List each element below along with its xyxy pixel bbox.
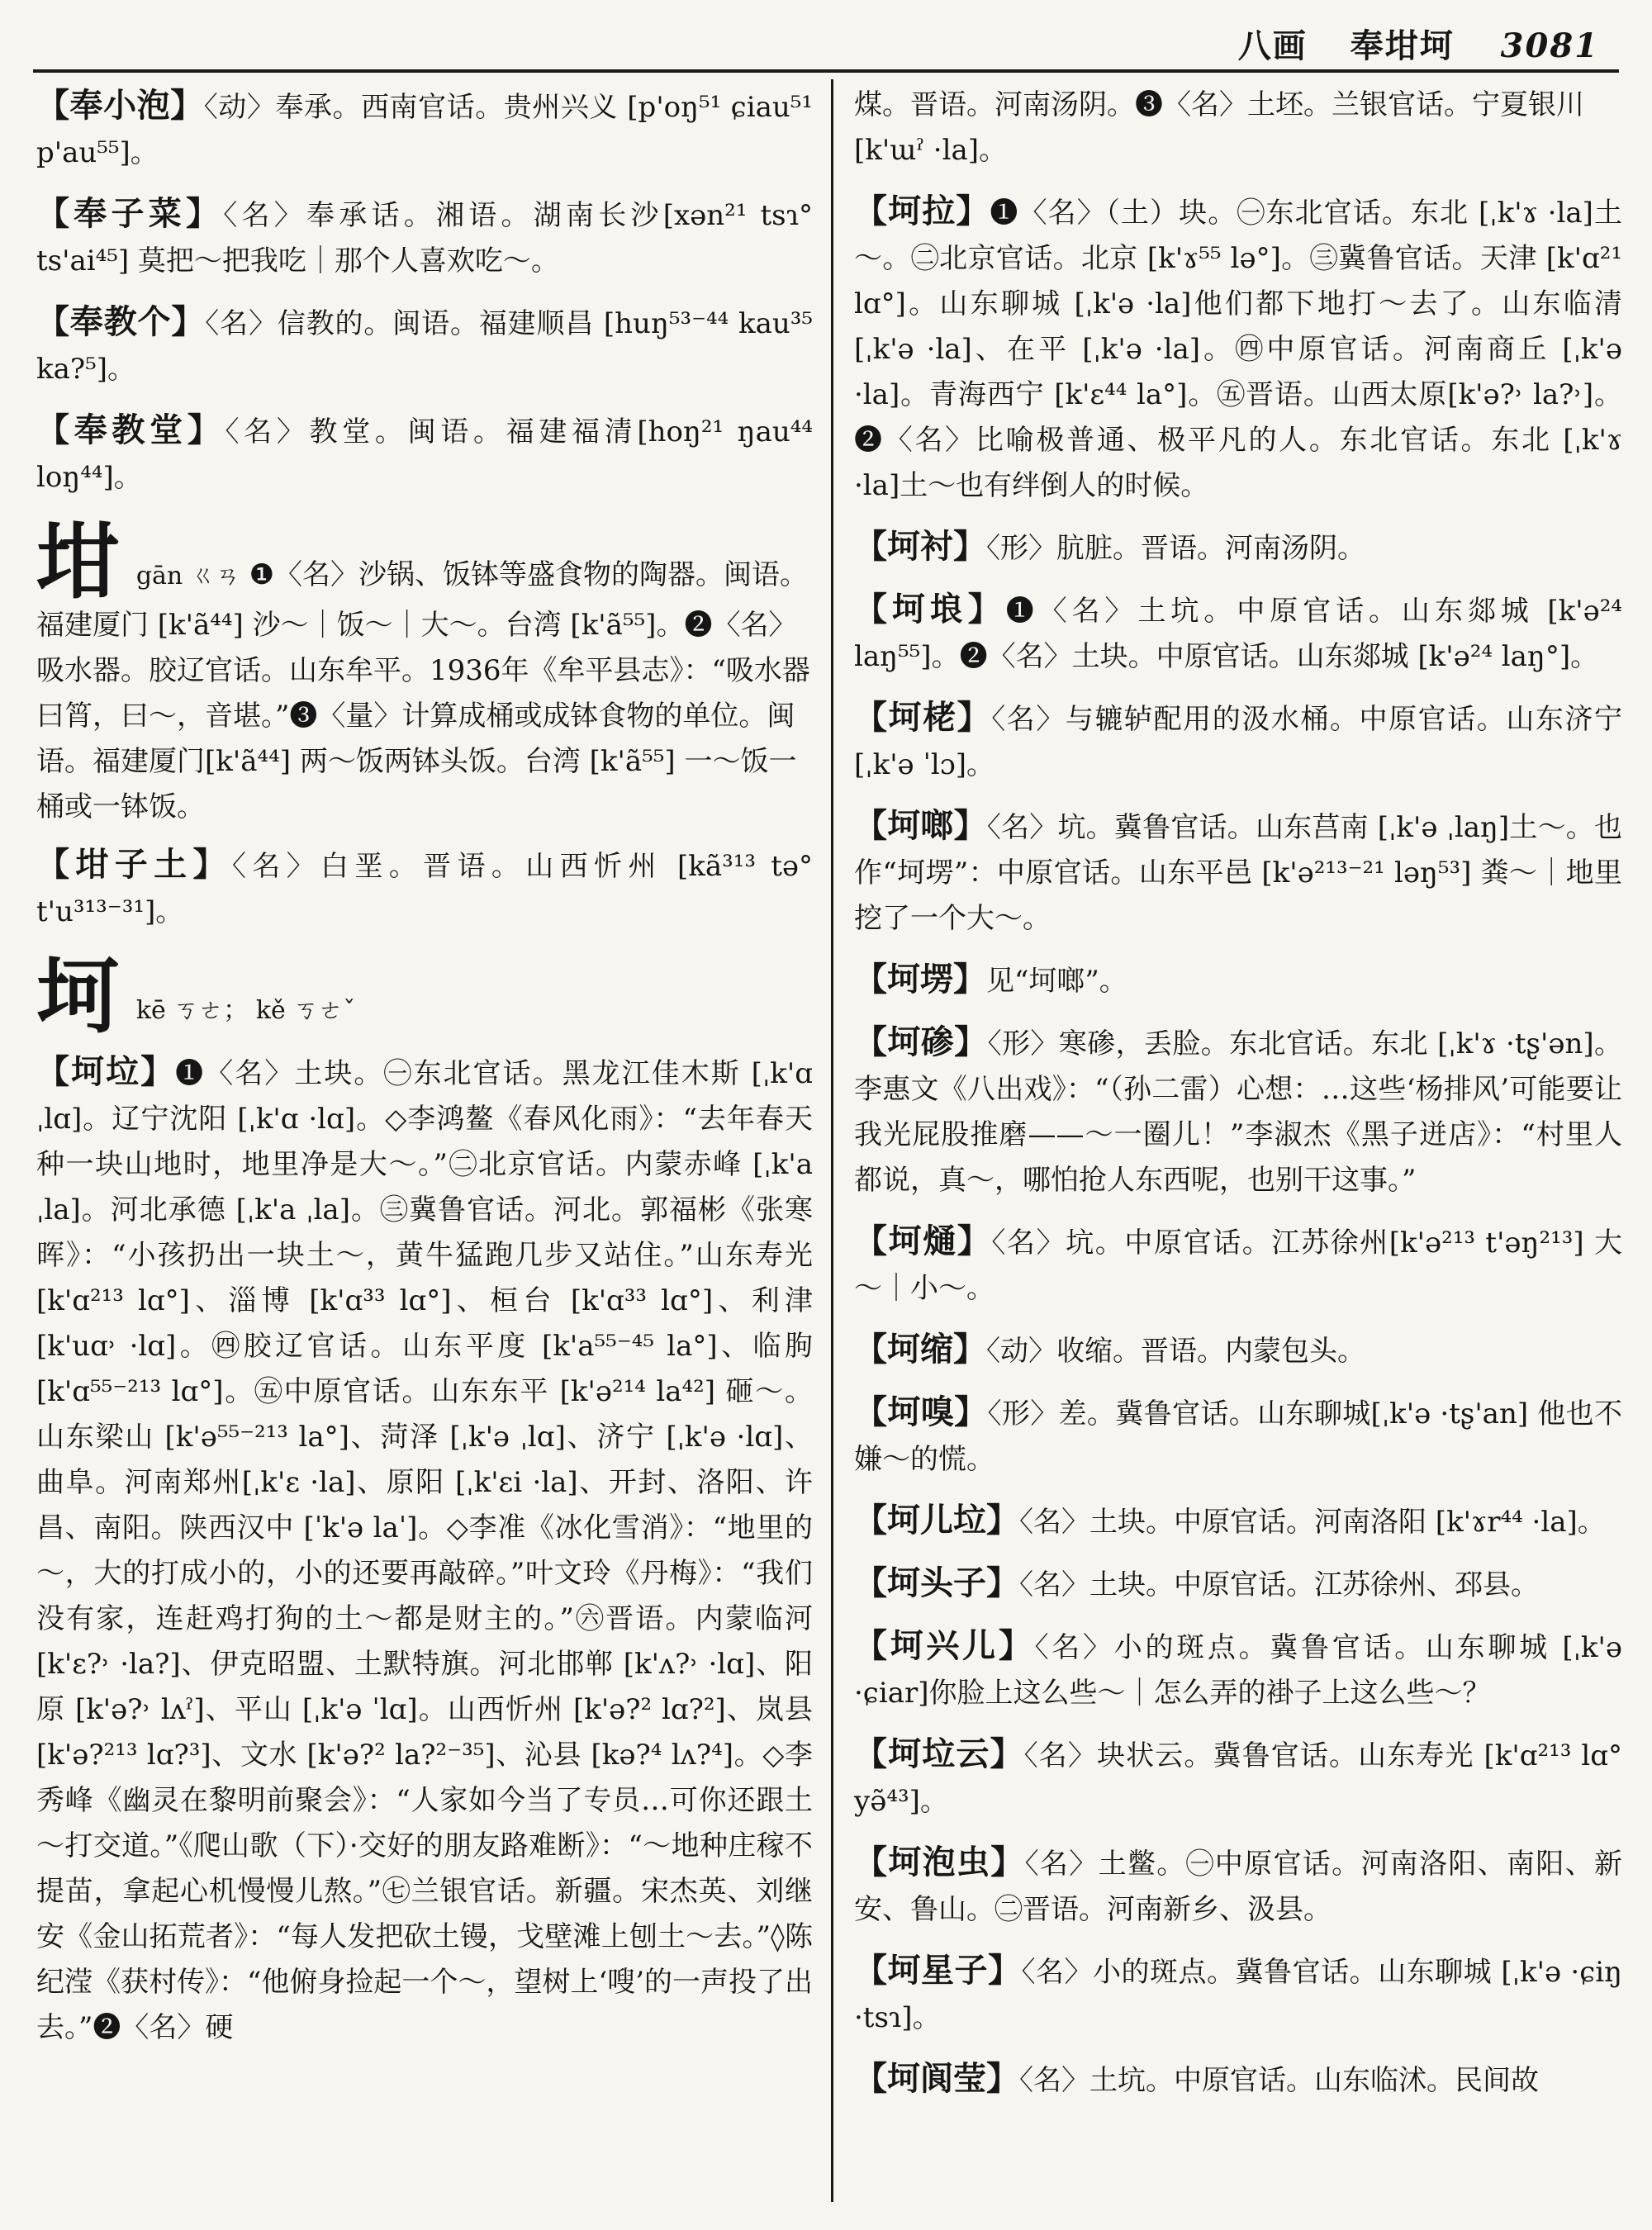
entry-definition: 〈形〉肮脏。晋语。河南汤阴。 — [986, 532, 1365, 565]
dictionary-entry — [36, 191, 813, 284]
entry-definition: 见“坷啷”。 — [986, 965, 1127, 998]
entry-definition: 〈名〉信教的。闽语。福建顺昌 [huŋ⁵³⁻⁴⁴ kau³⁵ ka?⁵]。 — [36, 307, 813, 386]
entry-definition: 〈形〉寒碜，丢脸。东北官话。东北 [ˌk'ɤ ·tʂ'ən]。李惠文《八出戏》：“（孙二雷）心想：…这些‘杨排风’可能要让我光屁股推磨——～一圈儿！”李淑杰《黑子迸店》：“村里人都说，真～，哪怕抢人东西呢，也别干这事。” — [854, 1027, 1622, 1197]
entry-definition: 〈名〉与辘轳配用的汲水桶。中原官话。山东济宁 [ˌk'ə ˈlɔ]。 — [854, 703, 1622, 781]
character-entry-ke — [36, 947, 813, 1045]
entry-headword: 【坷衬】 — [854, 527, 986, 566]
dictionary-entry — [854, 956, 1622, 1004]
entry-headword: 【坷儿垃】 — [854, 1501, 1019, 1540]
section-label: 八画 — [1237, 26, 1308, 65]
entry-headword: 【坷栳】 — [854, 698, 992, 737]
dictionary-entry — [854, 1019, 1622, 1203]
dictionary-entry — [854, 1497, 1622, 1545]
dictionary-entry — [854, 1326, 1622, 1374]
dictionary-entry — [854, 1560, 1622, 1608]
dictionary-entry — [854, 2056, 1622, 2104]
entry-definition: ❶〈名〉土坑。中原官话。山东郯城 [k'ə²⁴ laŋ⁵⁵]。❷〈名〉土块。中原官话。山东郯城 [k'ə²⁴ laŋ°]。 — [854, 595, 1622, 673]
entry-headword: 【坷阆莹】 — [854, 2059, 1019, 2098]
entry-headword: 【坷熥】 — [854, 1222, 992, 1260]
entry-headword: 【坷垃云】 — [854, 1734, 1024, 1773]
entry-definition: 〈名〉土块。中原官话。江苏徐州、邳县。 — [1019, 1568, 1539, 1601]
header-rule — [33, 69, 1619, 73]
dictionary-entry — [36, 83, 813, 176]
dictionary-entry — [854, 1731, 1622, 1824]
page-number: 3081 — [1500, 26, 1599, 65]
entry-headword: 【坩子土】 — [36, 845, 232, 884]
entry-headword: 【坷兴儿】 — [854, 1626, 1035, 1665]
entry-definition: 〈动〉收缩。晋语。内蒙包头。 — [986, 1335, 1365, 1368]
head-character: 坷 — [36, 947, 119, 1045]
dictionary-entry — [36, 407, 813, 501]
entry-headword: 【坷头子】 — [854, 1563, 1019, 1602]
entry-definition: 〈名〉坑。中原官话。江苏徐州[k'ə²¹³ t'əŋ²¹³] 大～｜小～。 — [854, 1226, 1622, 1305]
dictionary-entry — [854, 695, 1622, 788]
entry-definition: ❶〈名〉（土）块。㊀东北官话。东北 [ˌk'ɤ ·la]土～。㊁北京官话。北京 [k'ɤ⁵⁵ lə°]。㊂冀鲁官话。天津 [k'ɑ²¹ lɑ°]。山东聊城 [ˌk'ə ·la]他们都下地打～去了。山东临清[ˌk'ə ·la]、在平 [ˌk'ə ·la]。㊃中原官话。河南商丘 [ˌk'ə ·la]。青海西宁 [k'ɛ⁴⁴ la°]。㊄晋语。山西太原[k'ə?˒ la?˒]。❷〈名〉比喻极普通、极平凡的人。东北官话。东北 [ˌk'ɤ ·la]土～也有绊倒人的时候。 — [854, 197, 1622, 502]
entry-definition: 〈名〉白垩。晋语。山西忻州 [kã³¹³ tə° t'u³¹³⁻³¹]。 — [36, 850, 813, 928]
dictionary-entry — [854, 1218, 1622, 1312]
right-column — [854, 83, 1622, 2213]
dictionary-entry — [36, 299, 813, 392]
entry-headword: 【坷啷】 — [854, 806, 987, 845]
dictionary-entry — [36, 842, 813, 935]
entry-definition: 〈名〉块状云。冀鲁官话。山东寿光 [k'ɑ²¹³ lɑ° yə̃⁴³]。 — [854, 1739, 1622, 1818]
entry-headword: 【坷垃】 — [36, 1052, 176, 1091]
entry-headword: 【奉小泡】 — [36, 86, 204, 125]
entry-definition: 〈动〉奉承。西南官话。贵州兴义 [p'oŋ⁵¹ ɕiau⁵¹ p'au⁵⁵]。 — [36, 91, 813, 169]
head-character: 坩 — [36, 513, 119, 610]
dictionary-entry — [36, 1049, 813, 2051]
headword-range: 奉坩坷 — [1350, 26, 1455, 65]
entry-headword: 【坷塄】 — [854, 960, 986, 999]
dictionary-entry — [854, 188, 1622, 509]
character-entry-gan — [36, 513, 813, 830]
left-column — [36, 83, 813, 2213]
entry-headword: 【奉教个】 — [36, 302, 206, 341]
continued-text: 煤。晋语。河南汤阴。❸〈名〉土坯。兰银官话。宁夏银川 [k'ɯˀ ·la]。 — [854, 88, 1584, 167]
entry-headword: 【坷星子】 — [854, 1951, 1022, 1990]
entry-headword: 【坷碜】 — [854, 1022, 988, 1061]
entry-headword: 【奉教堂】 — [36, 410, 225, 449]
entry-headword: 【坷泡虫】 — [854, 1843, 1025, 1881]
entry-definition: ❶〈名〉土块。㊀东北官话。黑龙江佳木斯 [ˌk'ɑ ˌlɑ]。辽宁沈阳 [ˌk'ɑ ·lɑ]。◇李鸿鳌《春风化雨》：“去年春天种一块山地时，地里净是大～。”㊁北京官话。内蒙赤峰 [ˌk'a ˌla]。河北承德 [ˌk'a ˌla]。㊂冀鲁官话。河北。郭福彬《张寒晖》：“小孩扔出一块土～，黄牛猛跑几步又站住。”山东寿光[k'ɑ²¹³ lɑ°]、淄博 [k'ɑ³³ lɑ°]、桓台 [k'ɑ³³ lɑ°]、利津 [k'uɑ˒ ·lɑ]。㊃胶辽官话。山东平度 [k'a⁵⁵⁻⁴⁵ la°]、临朐[k'ɑ⁵⁵⁻²¹³ lɑ°]。㊄中原官话。山东东平 [k'ə²¹⁴ la⁴²] 砸～。山东梁山 [k'ə⁵⁵⁻²¹³ la°]、菏泽 [ˌk'ə ˌlɑ]、济宁 [ˌk'ə ·lɑ]、曲阜。河南郑州[ˌk'ɛ ·la]、原阳 [ˌk'ɛi ·la]、开封、洛阳、许昌、南阳。陕西汉中 [ˈk'ə laˈ]。◇李准《冰化雪消》：“地里的～，大的打成小的，小的还要再敲碎。”叶文玲《丹梅》：“我们没有家，连赶鸡打狗的土～都是财主的。”㊅晋语。内蒙临河 [k'ɛ?˒ ·la?]、伊克昭盟、土默特旗。河北邯郸 [k'ʌ?˒ ·lɑ]、阳原 [k'ə?˒ lʌˀ]、平山 [ˌk'ə ˈlɑ]。山西忻州 [k'ə?² lɑ?²]、岚县 [k'ə?²¹³ lɑ?³]、文水 [k'ə?² la?²⁻³⁵]、沁县 [kə?⁴ lʌ?⁴]。◇李秀峰《幽灵在黎明前聚会》：“人家如今当了专员…可你还跟土～打交道。”《爬山歌（下）·交好的朋友路难断》：“～地种庄稼不提苗，拿起心机慢慢儿熬。”㊆兰银官话。新疆。宋杰英、刘继安《金山拓荒者》：“每人发把砍土镘，戈壁滩上刨土～去。”◊陈纪滢《获村传》：“他俯身捡起一个～，望树上‘嗖’的一声投了出去。”❷〈名〉硬 — [36, 1057, 813, 2044]
entry-headword: 【奉子菜】 — [36, 194, 224, 233]
character-pronunciation: kē ㄎㄜ； kě ㄎㄜˇ — [135, 996, 356, 1025]
entry-definition: 〈名〉教堂。闽语。福建福清[hoŋ²¹ ŋau⁴⁴ loŋ⁴⁴]。 — [36, 415, 813, 494]
entry-headword: 【坷缩】 — [854, 1330, 986, 1369]
entry-definition: 〈名〉土鳖。㊀中原官话。河南洛阳、南阳、新安、鲁山。㊁晋语。河南新乡、汲县。 — [854, 1848, 1622, 1926]
entry-headword: 【坷拉】 — [854, 192, 990, 230]
dictionary-entry — [854, 586, 1622, 680]
entry-definition: 〈名〉土坑。中原官话。山东临沭。民间故 — [1019, 2064, 1539, 2097]
dictionary-entry — [854, 803, 1622, 942]
dictionary-entry — [854, 1839, 1622, 1933]
entry-definition: 〈名〉奉承话。湘语。湖南长沙[xən²¹ tsɿ° ts'ai⁴⁵] 莫把～把我吃｜那个人喜欢吃～。 — [36, 199, 813, 278]
entry-definition: 〈名〉小的斑点。冀鲁官话。山东聊城 [ˌk'ə ·ɕiŋ ·tsɿ]。 — [854, 1956, 1622, 2034]
entry-headword: 【坷埌】 — [854, 590, 1006, 629]
column-divider — [831, 79, 833, 2202]
character-definition: ❶〈名〉沙锅、饭钵等盛食物的陶器。闽语。福建厦门 [k'ã⁴⁴] 沙～｜饭～｜大～。台湾 [k'ã⁵⁵]。❷〈名〉吸水器。胶辽官话。山东牟平。1936年《牟平县志》：“吸水器曰筲，曰～，音堪。”❸〈量〉计算成桶或成钵食物的单位。闽语。福建厦门[k'ã⁴⁴] 两～饭两钵头饭。台湾 [k'ã⁵⁵] 一～饭一桶或一钵饭。 — [36, 558, 810, 823]
dictionary-entry — [854, 524, 1622, 572]
entry-headword: 【坷嗅】 — [854, 1393, 988, 1431]
entry-definition: 〈名〉小的斑点。冀鲁官话。山东聊城 [ˌk'ə ·ɕiar]你脸上这么些～｜怎么弄的褂子上这么些～？ — [854, 1631, 1622, 1710]
dictionary-entry — [854, 1389, 1622, 1483]
running-header — [1238, 20, 1599, 67]
character-pronunciation: gān ㄍㄢ — [135, 562, 240, 591]
dictionary-entry — [854, 1623, 1622, 1716]
entry-definition: 〈形〉差。冀鲁官话。山东聊城[ˌk'ə ·tʂ'an] 他也不嫌～的慌。 — [854, 1397, 1622, 1476]
entry-definition: 〈名〉土块。中原官话。河南洛阳 [k'ɤr⁴⁴ ·la]。 — [1019, 1506, 1606, 1539]
dictionary-entry — [854, 1948, 1622, 2041]
entry-definition: 〈名〉坑。冀鲁官话。山东莒南 [ˌk'ə ˌlaŋ]土～。也作“坷塄”：中原官话。山东平邑 [k'ə²¹³⁻²¹ ləŋ⁵³] 粪～｜地里挖了一个大～。 — [854, 811, 1622, 935]
